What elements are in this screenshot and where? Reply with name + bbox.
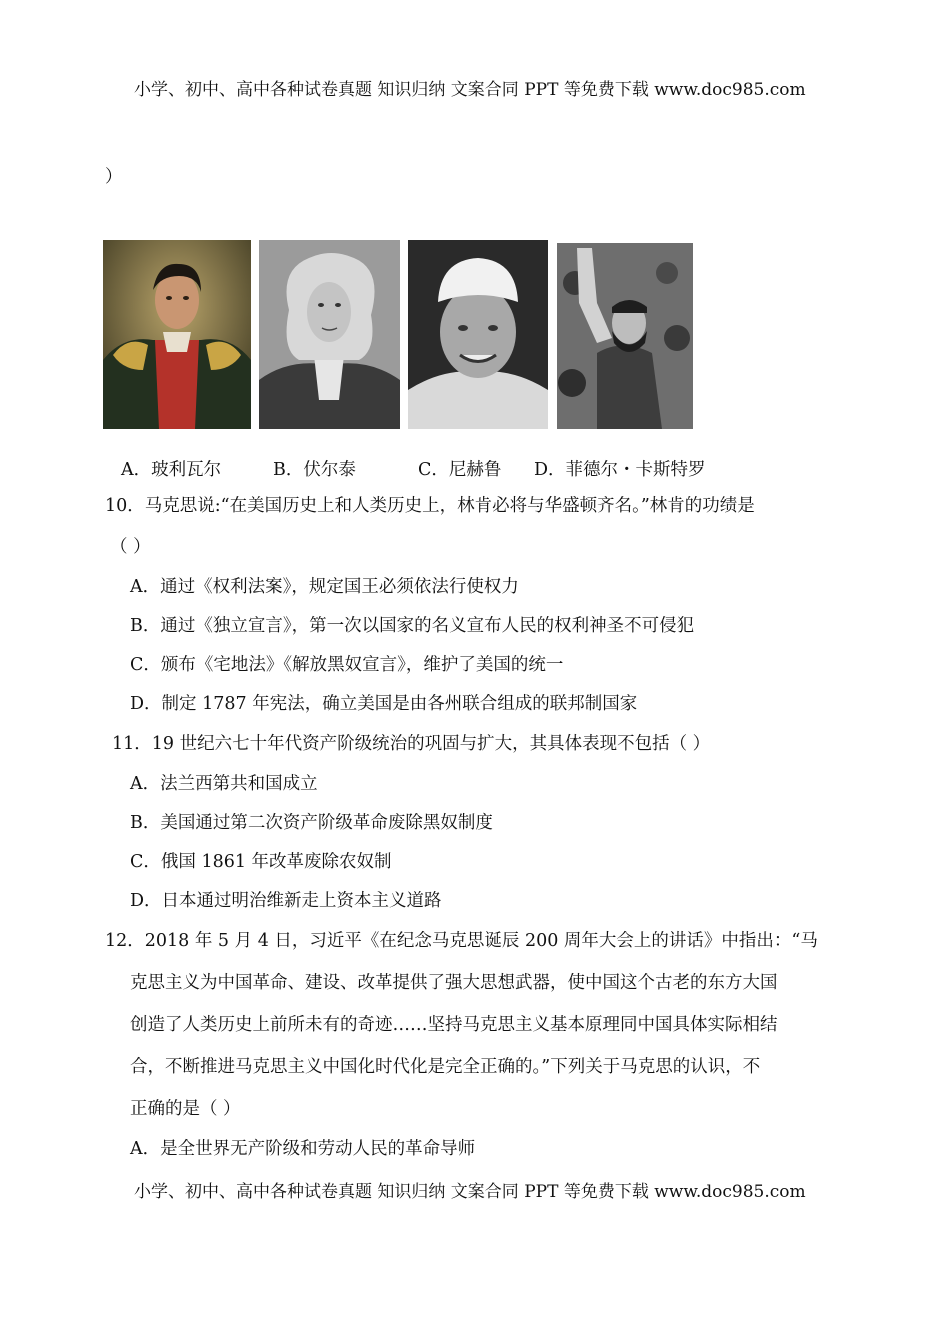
q12-stem-line-2: 克思主义为中国革命、建设、改革提供了强大思想武器，使中国这个古老的东方大国 [130, 973, 778, 993]
q10-option-b: B．通过《独立宣言》，第一次以国家的名义宣布人民的权利神圣不可侵犯 [130, 616, 695, 636]
q9-option-b: B．伏尔泰 [273, 460, 356, 480]
question-9-stem-tail: ） [105, 167, 123, 187]
q10-option-c: C．颁布《宅地法》《解放黑奴宣言》，维护了美国的统一 [130, 655, 564, 675]
q11-option-c: C．俄国 1861 年改革废除农奴制 [130, 852, 392, 872]
q10-stem-bracket: （ ） [110, 537, 151, 557]
q9-option-a: A．玻利瓦尔 [121, 460, 222, 480]
voltaire-portrait [259, 240, 400, 429]
q10-option-d: D．制定 1787 年宪法，确立美国是由各州联合组成的联邦制国家 [130, 694, 638, 714]
q11-stem: 11．19 世纪六七十年代资产阶级统治的巩固与扩大，其具体表现不包括（ ） [112, 734, 711, 754]
q9-option-d: D．菲德尔・卡斯特罗 [534, 460, 706, 480]
q12-stem-line-1: 12．2018 年 5 月 4 日，习近平《在纪念马克思诞辰 200 周年大会上的讲话》中指出：“马 [105, 931, 818, 951]
nehru-portrait [408, 240, 548, 429]
q10-option-a: A．通过《权利法案》，规定国王必须依法行使权力 [130, 577, 519, 597]
q11-option-b: B．美国通过第二次资产阶级革命废除黑奴制度 [130, 813, 493, 833]
q12-stem-line-3: 创造了人类历史上前所未有的奇迹……坚持马克思主义基本原理同中国具体实际相结 [130, 1015, 778, 1035]
q10-stem: 10．马克思说:“在美国历史上和人类历史上，林肯必将与华盛顿齐名。”林肯的功绩是 [105, 496, 755, 516]
q9-option-c: C．尼赫鲁 [418, 460, 502, 480]
q11-option-d: D．日本通过明治维新走上资本主义道路 [130, 891, 442, 911]
q12-option-a: A．是全世界无产阶级和劳动人民的革命导师 [130, 1139, 476, 1159]
bolivar-portrait [103, 240, 251, 429]
page-header: 小学、初中、高中各种试卷真题 知识归纳 文案合同 PPT 等免费下载 www.doc985.com [134, 80, 806, 100]
page-footer: 小学、初中、高中各种试卷真题 知识归纳 文案合同 PPT 等免费下载 www.doc985.com [134, 1182, 806, 1202]
q12-stem-line-4: 合，不断推进马克思主义中国化时代化是完全正确的。”下列关于马克思的认识，不 [130, 1057, 761, 1077]
q11-option-a: A．法兰西第共和国成立 [130, 774, 318, 794]
q12-stem-line-5: 正确的是（ ） [130, 1099, 241, 1119]
castro-photo [557, 243, 693, 429]
